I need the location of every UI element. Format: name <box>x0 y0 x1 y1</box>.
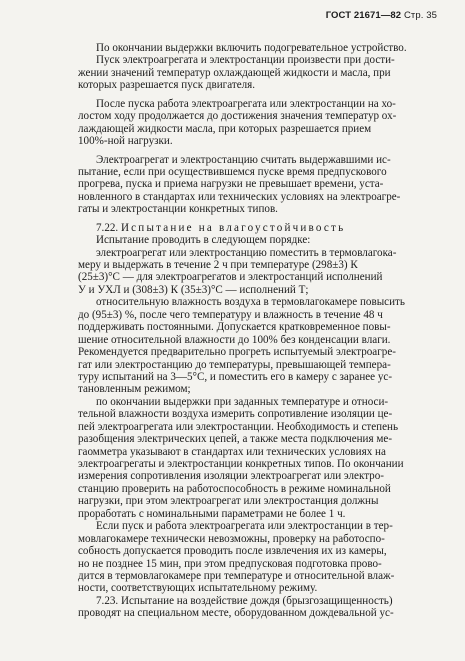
text-line: Рекомендуется предварительно прогреть испытуемый электроагре- <box>78 346 396 359</box>
text-line: электроагрегат или электростанцию поместить в термовлагока- <box>96 246 397 259</box>
paragraph <box>78 520 452 595</box>
text-line: меру и выдержать в течение 2 ч при температуре (298±3) К <box>78 259 358 271</box>
text-line: пей электроагрегата или электростанции. Необходимость и степень <box>78 420 399 433</box>
section-number: 7.22. <box>96 221 119 234</box>
page-header <box>326 10 437 21</box>
text-line: гат или электростанцию до температуры, превышающей темпера- <box>78 358 391 371</box>
text-line: Пуск электроагрегата и электростанции произвести при дости- <box>96 54 395 67</box>
text-line: измерения сопротивления изоляции электроагрегат или электро- <box>78 470 384 483</box>
paragraph <box>78 42 452 54</box>
text-line: станцию проверить на работоспособность в режиме номинальной <box>78 482 391 495</box>
paragraph <box>78 98 452 148</box>
section-heading <box>78 222 452 234</box>
page-number: Стр. 35 <box>403 10 437 21</box>
text-line: 7.23. Испытание на воздействие дождя (брызгозащищенность) <box>96 594 393 607</box>
text-line: туру испытаний на 3—5°С, и поместить его в камеру с заранее ус- <box>78 370 393 383</box>
text-line: пытание, если при осуществившемся пуске время предпускового <box>78 165 387 178</box>
text-line: У и УХЛ и (308±3) К (35±3)°С — исполнений Т; <box>78 283 309 296</box>
text-line: нагрузки, при этом электроагрегат или электростанция должны <box>78 495 379 508</box>
text-line: электроагрегаты и электростанции конкретных типов. По окончании <box>78 458 404 470</box>
text-line: проработать с номинальными параметрами не более 1 ч. <box>78 507 346 520</box>
paragraph <box>78 54 452 91</box>
paragraph <box>78 154 452 216</box>
text-line: Если пуск и работа электроагрегата или электростанции в тер- <box>96 520 393 533</box>
text-line: гаомметра указывают в стандартах или технических условиях на <box>78 445 386 458</box>
text-line: шение относительной влажности до 100% без конденсации влаги. <box>78 333 391 346</box>
text-line: По окончании выдержки включить подогревательное устройство. <box>96 42 407 54</box>
text-line: После пуска работа электроагрегата или электростанции на хо- <box>96 97 396 110</box>
text-line: дится в термовлагокамере при температуре и относительной влаж- <box>78 569 395 582</box>
text-line: гаты и электростанции конкретных типов. <box>78 203 278 216</box>
paragraph <box>78 234 452 246</box>
text-line: мовлагокамере технически невозможны, проверку на работоспо- <box>78 532 385 545</box>
text-line: Электроагрегат и электростанцию считать выдержавшими ис- <box>96 153 391 166</box>
text-line: собность допускается проводить после извлечения их из камеры, <box>78 545 387 558</box>
text-line: проводят на специальном месте, оборудованном дождевальной ус- <box>78 607 394 620</box>
text-line: до (95±3) %, после чего температуру и влажность в течение 48 ч <box>78 308 383 321</box>
text-line: прогрева, пуска и приема нагрузки не превышает времени, уста- <box>78 178 384 191</box>
text-line: 100%-ной нагрузки. <box>78 135 173 148</box>
paragraph <box>78 296 452 396</box>
paragraph <box>78 247 452 297</box>
paragraph <box>78 595 452 620</box>
document-body <box>78 42 452 620</box>
text-line: которых разрешается пуск двигателя. <box>78 79 256 92</box>
text-line: поддерживать постоянными. Допускается кратковременное повы- <box>78 321 391 334</box>
text-line: разобщения электрических цепей, а также места подключения ме- <box>78 433 393 446</box>
text-line: (25±3)°С — для электроагрегатов и электростанций исполнений <box>78 271 383 284</box>
text-line: лаждающей жидкости масла, при которых разрешается прием <box>78 122 372 135</box>
text-line: новленного в стандартах или технических условиях на электроагре- <box>78 190 401 203</box>
text-line: по окончании выдержки при заданных температуре и относи- <box>96 395 389 408</box>
section-title: Испытание на влагоустойчивость <box>120 221 346 234</box>
standard-code: ГОСТ 21671—82 <box>325 10 402 21</box>
text-line <box>78 222 452 234</box>
text-line: Испытание проводить в следующем порядке: <box>96 234 311 247</box>
text-line: но не позднее 15 мин, при этом предпусковая подготовка прово- <box>78 557 382 570</box>
text-line: тельной влажности воздуха измерить сопротивление изоляции це- <box>78 408 393 421</box>
text-line: лостом ходу продолжается до достижения значения температур ох- <box>78 110 397 123</box>
text-line: относительную влажность воздуха в термовлагокамере повысить <box>96 296 405 309</box>
text-line: ности, соответствующих испытательному режиму. <box>78 582 318 595</box>
text-line: жении значений температур охлаждающей жидкости и масла, при <box>78 66 391 79</box>
text-line: тановленным режимом; <box>78 383 191 396</box>
paragraph <box>78 396 452 520</box>
